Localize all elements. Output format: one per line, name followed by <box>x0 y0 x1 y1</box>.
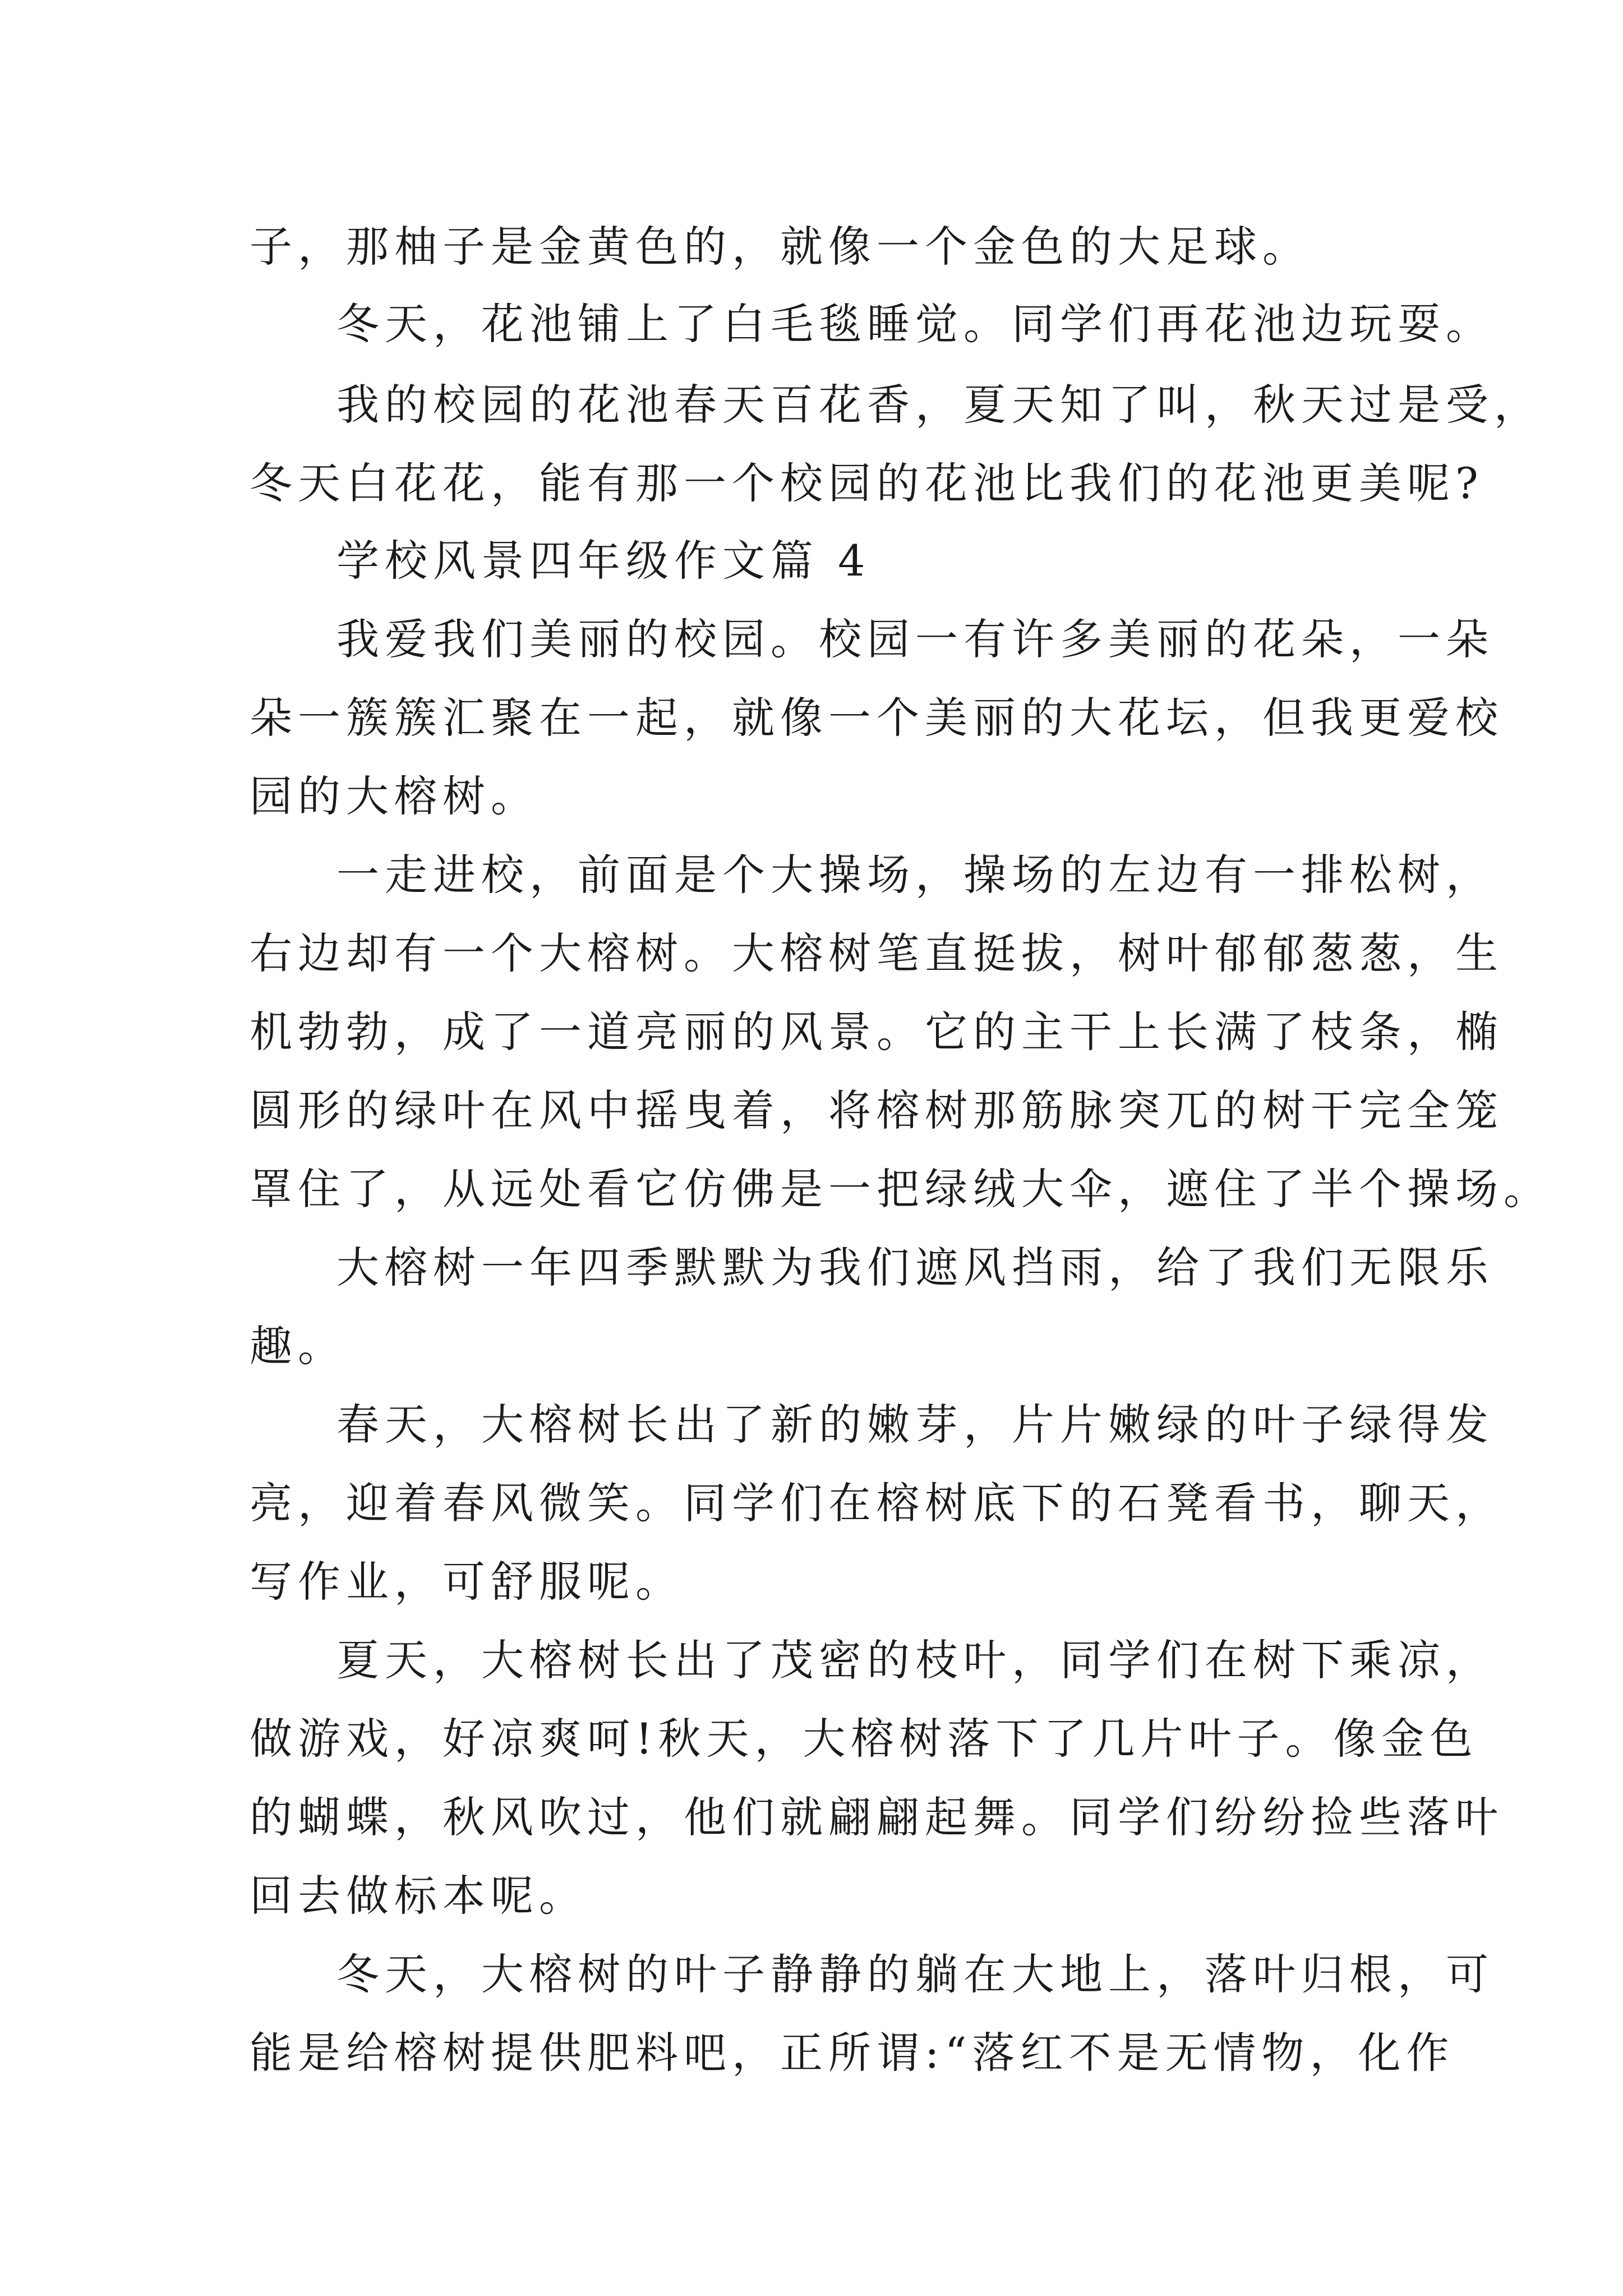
text-line: 春天，大榕树长出了新的嫩芽，片片嫩绿的叶子绿得发 <box>336 1400 1494 1450</box>
text-line: 大榕树一年四季默默为我们遮风挡雨，给了我们无限乐 <box>336 1243 1494 1292</box>
text-line: 写作业，可舒服呢。 <box>250 1557 684 1607</box>
text-line: 罩住了，从远处看它仿佛是一把绿绒大伞，遮住了半个操场。 <box>250 1164 1552 1214</box>
text-line: 冬天，花池铺上了白毛毯睡觉。同学们再花池边玩耍。 <box>336 299 1494 349</box>
text-line: 亮，迎着春风微笑。同学们在榕树底下的石凳看书，聊天， <box>250 1478 1504 1528</box>
text-line: 圆形的绿叶在风中摇曳着，将榕树那筋脉突兀的树干完全笼 <box>250 1085 1504 1135</box>
text-line: 做游戏，好凉爽呵!秋天，大榕树落下了几片叶子。像金色 <box>250 1714 1478 1764</box>
text-line: 子，那柚子是金黄色的，就像一个金色的大足球。 <box>250 222 1311 272</box>
text-line: 朵一簇簇汇聚在一起，就像一个美丽的大花坛，但我更爱校 <box>250 693 1504 743</box>
text-line: 一走进校，前面是个大操场，操场的左边有一排松树， <box>336 850 1494 900</box>
text-line: 能是给榕树提供肥料吧，正所谓:“落红不是无情物，化作 <box>250 2028 1455 2078</box>
text-line: 机勃勃，成了一道亮丽的风景。它的主干上长满了枝条，椭 <box>250 1007 1504 1057</box>
text-line: 趣。 <box>250 1321 346 1371</box>
text-line: 园的大榕树。 <box>250 771 539 821</box>
text-line: 的蝴蝶，秋风吹过，他们就翩翩起舞。同学们纷纷捡些落叶 <box>250 1792 1504 1842</box>
text-line: 我的校园的花池春天百花香，夏天知了叫，秋天过是受， <box>336 380 1542 430</box>
text-line: 冬天，大榕树的叶子静静的躺在大地上，落叶归根，可 <box>336 1949 1494 1999</box>
text-line: 夏天，大榕树长出了茂密的枝叶，同学们在树下乘凉， <box>336 1635 1494 1685</box>
text-line: 右边却有一个大榕树。大榕树笔直挺拔，树叶郁郁葱葱，生 <box>250 928 1504 978</box>
text-line: 回去做标本呢。 <box>250 1871 587 1921</box>
text-line: 我爱我们美丽的校园。校园一有许多美丽的花朵，一朵 <box>336 614 1494 664</box>
text-line: 冬天白花花，能有那一个校园的花池比我们的花池更美呢? <box>250 458 1484 508</box>
section-heading: 学校风景四年级作文篇 4 <box>336 536 871 586</box>
